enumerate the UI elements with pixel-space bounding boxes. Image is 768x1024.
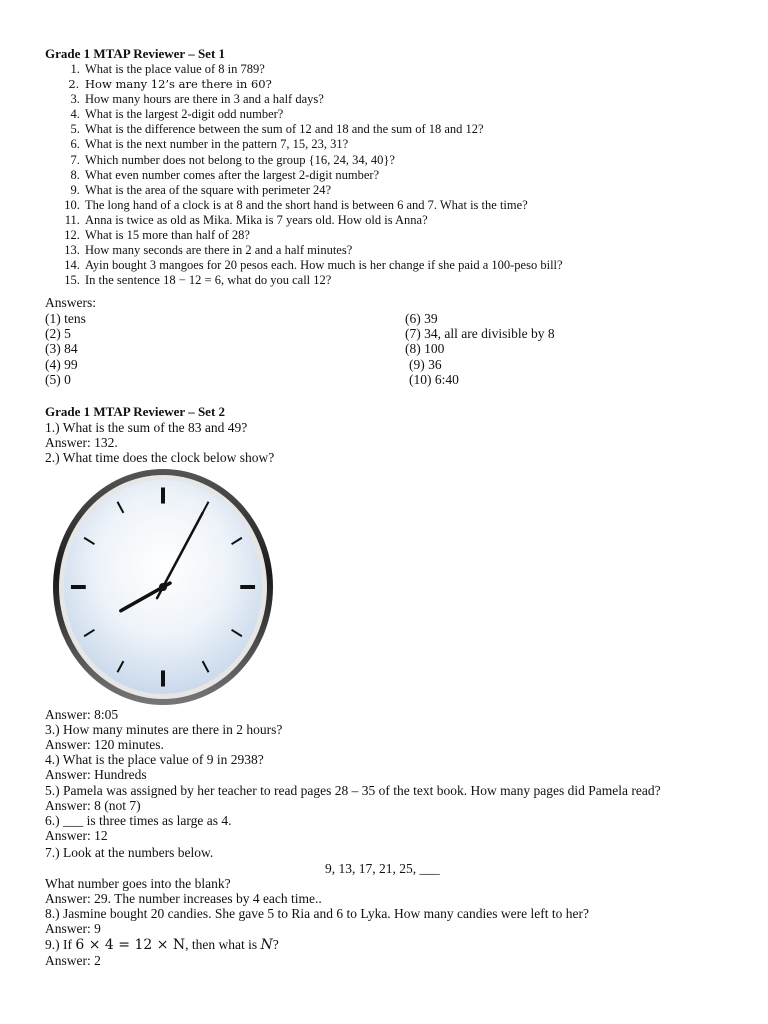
set1-answers-left (45, 311, 86, 387)
set1-answers-label: Answers: (45, 295, 96, 310)
list-item: 10. The long hand of a clock is at 8 and the short hand is between 6 and 7. What is the time? (83, 198, 763, 213)
q9-equation: 6 × 4 = 12 × N (75, 937, 186, 953)
list-item: 5. What is the difference between the sum of 12 and 18 and the sum of 18 and 12? (83, 122, 763, 137)
set2-q6: 6.) ___ is three times as large as 4. (45, 813, 232, 828)
set2-q5: 5.) Pamela was assigned by her teacher to read pages 28 – 35 of the text book. How many pages did Pamela read? (45, 783, 661, 798)
clock-image (52, 468, 274, 706)
answer-item: (9) 36 (409, 356, 442, 372)
list-item: 2. How many 12’s are there in 60? (83, 77, 763, 92)
list-item: 12. What is 15 more than half of 28? (83, 228, 763, 243)
set1-question-list (45, 62, 763, 288)
list-item: 13. How many seconds are there in 2 and a half minutes? (83, 243, 763, 258)
set2-q9 (45, 937, 745, 953)
answer-item: (10) 6:40 (409, 371, 459, 387)
answer-item: (4) 99 (45, 356, 78, 372)
list-item: 1. What is the place value of 8 in 789? (83, 62, 763, 77)
q9-text-mid: , then what is (185, 937, 261, 952)
set2-a9: Answer: 2 (45, 953, 101, 968)
list-item: 15. In the sentence 18 − 12 = 6, what do you call 12? (83, 273, 763, 288)
answer-item: (6) 39 (405, 311, 438, 326)
answer-item: (1) tens (45, 311, 86, 326)
set2-a5: Answer: 8 (not 7) (45, 798, 141, 813)
list-item: 6. What is the next number in the pattern 7, 15, 23, 31? (83, 137, 763, 152)
answer-item: (5) 0 (45, 371, 71, 387)
number-sequence: 9, 13, 17, 21, 25, ___ (325, 861, 440, 876)
set2-a2: Answer: 8:05 (45, 707, 119, 722)
set2-q4: 4.) What is the place value of 9 in 2938? (45, 752, 264, 767)
set2-q7-prompt: What number goes into the blank? (45, 876, 231, 891)
set2-q3: 3.) How many minutes are there in 2 hours? (45, 722, 283, 737)
answer-item: (7) 34, all are divisible by 8 (405, 326, 555, 342)
set2-a8: Answer: 9 (45, 921, 101, 936)
set2-q7: 7.) Look at the numbers below. (45, 845, 214, 860)
answer-item: (2) 5 (45, 326, 71, 342)
q9-variable: N (260, 937, 273, 953)
q9-text-end: ? (272, 937, 279, 952)
list-item: 9. What is the area of the square with perimeter 24? (83, 183, 763, 198)
answer-item: (8) 100 (405, 341, 445, 357)
set2-heading: Grade 1 MTAP Reviewer – Set 2 (45, 404, 226, 419)
list-item: 8. What even number comes after the largest 2-digit number? (83, 168, 763, 183)
set1-answers-right (405, 311, 555, 387)
list-item: 14. Ayin bought 3 mangoes for 20 pesos each. How much is her change if she paid a 100-peso bill? (83, 258, 763, 273)
set2-a7: Answer: 29. The number increases by 4 each time.. (45, 891, 322, 906)
list-item: 11. Anna is twice as old as Mika. Mika is 7 years old. How old is Anna? (83, 213, 763, 228)
q9-text-start: 9.) If (45, 937, 76, 952)
set2-a4: Answer: Hundreds (45, 767, 147, 782)
set2-a3: Answer: 120 minutes. (45, 737, 164, 752)
list-item: 7. Which number does not belong to the group {16, 24, 34, 40}? (83, 153, 763, 168)
set2-a1: Answer: 132. (45, 435, 118, 450)
set2-a6: Answer: 12 (45, 828, 108, 843)
set2-q1: 1.) What is the sum of the 83 and 49? (45, 420, 248, 435)
set2-q2: 2.) What time does the clock below show? (45, 450, 275, 465)
list-item: 3. How many hours are there in 3 and a half days? (83, 92, 763, 107)
answer-item: (3) 84 (45, 341, 78, 357)
list-item: 4. What is the largest 2-digit odd number? (83, 107, 763, 122)
set1-heading: Grade 1 MTAP Reviewer – Set 1 (45, 46, 226, 61)
set2-q8: 8.) Jasmine bought 20 candies. She gave 5 to Ria and 6 to Lyka. How many candies were left to her? (45, 906, 589, 921)
